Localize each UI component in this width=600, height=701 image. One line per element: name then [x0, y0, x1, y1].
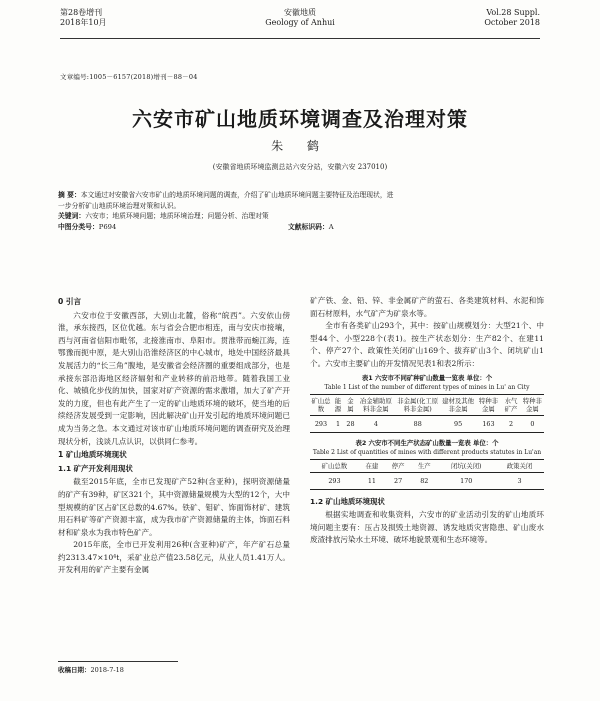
table1-header: 能源 [334, 396, 342, 413]
classification-line [58, 222, 544, 233]
section1-1-heading: 1.1 矿产开发利用现状 [58, 463, 133, 473]
mine-count-paragraph: 全市有各类矿山293个，其中：按矿山规模划分：大型21个、中型44个、小型228个(表1)。按生产状态划分：生产82个、在建11个、停产27个、政策性关闭矿山169个、拔弃矿山3个、闭坑矿山1个。六安市主要矿山的开发情况见表1和表2所示： [310, 321, 544, 368]
table2-header: 在建 [365, 461, 379, 470]
table1 [310, 394, 544, 433]
section1-2-heading: 1.2 矿山地质环境现状 [310, 496, 385, 506]
table1-header-row [310, 394, 544, 415]
section1-2-paragraph: 根据实地调查和收集资料，六安市的矿业活动引发的矿山地质环境问题主要有：压占及损毁土地资源、诱发地质灾害隐患、矿山废水废渣排放污染水土环境、破坏地貌景观和生态环境等。 [310, 510, 544, 545]
table1-header: 冶金辅助原料非金属 [359, 396, 392, 413]
table2-header: 政策关闭 [506, 461, 533, 470]
issue-date-en: October 2018 [484, 18, 540, 27]
received-date-value: 2018-7-18 [90, 666, 124, 674]
table2-cell: 3 [517, 476, 522, 485]
table2-cell: 293 [328, 476, 341, 485]
table1-caption-en: Table 1 List of the number of different types of mines in Lu' an City [324, 383, 530, 391]
abstract-line [58, 190, 544, 201]
journal-name-en: Geology of Anhui [265, 18, 335, 27]
clc-code: P694 [98, 222, 117, 231]
issue-date-zh: 2018年10月 [60, 18, 107, 27]
table2-header: 闭坑(关闭) [450, 461, 482, 470]
table1-cell: 1 [335, 419, 341, 428]
doc-code-label: 文献标识码： [288, 222, 329, 231]
keywords-line [58, 211, 544, 222]
table1-cell: 0 [530, 419, 535, 428]
table1-header: 水气矿产 [504, 396, 518, 413]
right-column [310, 295, 544, 547]
journal-volume-en [484, 8, 540, 28]
abstract-line [58, 201, 544, 212]
table-row [310, 472, 544, 489]
table1-caption [310, 374, 544, 392]
section1-1-paragraph-2: 2015年底，全市已开发利用26种(含亚种)矿产，年产矿石总量约2313.47×10⁴t，采矿业总产值23.58亿元，从业人员1.41万人。开发利用的矿产主要有金属 [58, 540, 290, 575]
doc-code-wrap [288, 222, 334, 233]
volume-label: 第28卷增刊 [60, 8, 103, 17]
table2-cell: 170 [460, 476, 473, 485]
abstract-block [58, 190, 544, 232]
table1-header: 特种非金属 [478, 396, 498, 413]
journal-name [60, 8, 540, 28]
header-rule [60, 38, 540, 39]
table2-caption-en: Table 2 List of quantities of mines with different products statutes in Lu'an [312, 448, 542, 456]
left-column [58, 295, 290, 577]
table1-cell: 95 [454, 419, 463, 428]
table1-cell: 293 [314, 419, 328, 428]
paper-title: 六安市矿山地质环境调查及治理对策 [132, 107, 468, 131]
intro-heading: 0 引言 [58, 297, 82, 306]
table2-header: 停产 [391, 461, 405, 470]
table1-header: 建材及其他非金属 [442, 396, 475, 413]
abstract-text-1: 本文通过对安徽省六安市矿山的地质环境问题的调查，介绍了矿山地质环境问题主要特征及治理现状，进 [80, 191, 394, 199]
keywords-label: 关键词： [58, 212, 86, 220]
doc-code: A [328, 222, 334, 231]
table2-caption-zh: 表2 六安市不同生产状态矿山数量一览表 单位：个 [355, 438, 499, 447]
intro-paragraph: 六安市位于安徽西部，大别山北麓，俗称“皖西”。六安依山傍淮，承东接西，区位优越。东与省会合肥市相连，南与安庆市接壤，西与河南省信阳市毗邻，北接淮南市、阜阳市。贯淮带而蜿江海，连鄂豫而扼中原，是大别山沿淮经济区的中心城市，地处中国经济最具发展活力的“长三角”腹地，是安徽省会经济圈的重要组成部分，也是承接东部沿海地区经济辐射和产业转移的前沿地带。随着我国工业化、城镇化步伐的加快，国家对矿产资源的需求激增，加大了矿产开发的力度，但也有此产生了一定的矿山地质环境的破坏，使当地的后续经济发展受到一定影响，因此解决矿山开发引起的地质环境问题已成为当务之急。本文通过对该市矿山地质环境问题的调查研究及治理现状分析，浅谈几点认识，以供同仁参考。 [58, 310, 290, 446]
table2-cell: 27 [394, 476, 403, 485]
journal-name-zh: 安徽地质 [284, 8, 316, 17]
abstract-text-2: 一步分析矿山地质环境治理对策和认识。 [58, 201, 181, 210]
table2-header: 生产 [417, 461, 431, 470]
table-row [310, 415, 544, 432]
table1-cell: 4 [373, 419, 378, 428]
table1-cell: 88 [413, 419, 422, 428]
received-date [58, 665, 124, 674]
table2-caption [310, 439, 544, 457]
clc-label: 中图分类号： [58, 222, 99, 231]
table1-caption-zh: 表1 六安市不同矿种矿山数量一览表 单位：个 [361, 373, 493, 382]
table1-cell: 2 [508, 419, 514, 428]
table2-header-row [310, 459, 544, 472]
table1-cell: 28 [346, 419, 355, 428]
table1-header: 非金属(化工原料非金属) [397, 396, 439, 413]
table2-cell: 82 [420, 476, 429, 485]
author: 朱 鹤 [271, 139, 329, 153]
article-id: 文章编号:1005－6157(2018)增刊－88－04 [60, 73, 198, 81]
table1-header: 特种非金属 [522, 396, 542, 413]
table1-cell: 163 [482, 419, 495, 428]
running-head [60, 8, 540, 38]
section1-1-paragraph-1: 截至2015年底，全市已发现矿产52种(含亚种)，探明资源储量的矿产有39种，矿区321个，其中资源储量规模为大型的12个，大中型规模的矿区占矿区总数的4.67%。铁矿、钼矿、饰面饰材矿、建筑用石料矿等矿产资源丰富，成为我市矿产资源储量的主体，饰面石料材和矿泉水为我市特色矿产。 [58, 477, 290, 537]
continued-paragraph: 矿产铁、金、铅、锌、非金属矿产的萤石、各类建筑材料、水泥和饰面石材原料，水气矿产为矿泉水等。 [310, 296, 544, 318]
affiliation: (安徽省地质环境监测总站六安分站，安徽六安 237010) [212, 163, 388, 171]
abstract-label: 摘 要： [58, 191, 81, 199]
table2-cell: 11 [367, 476, 376, 485]
table1-header: 金属 [347, 396, 354, 413]
table1-header: 矿山总数 [311, 396, 331, 413]
received-label: 收稿日期： [58, 666, 91, 674]
section1-heading: 1 矿山地质环境现状 [58, 450, 127, 460]
volume-label-en: Vol.28 Suppl. [486, 8, 540, 17]
table2 [310, 459, 544, 490]
keywords: 六安市；地质环境问题；地质环境治理；问题分析、治理对策 [85, 212, 269, 220]
table2-header: 矿山总数 [321, 461, 348, 470]
footer-rule [58, 661, 178, 662]
